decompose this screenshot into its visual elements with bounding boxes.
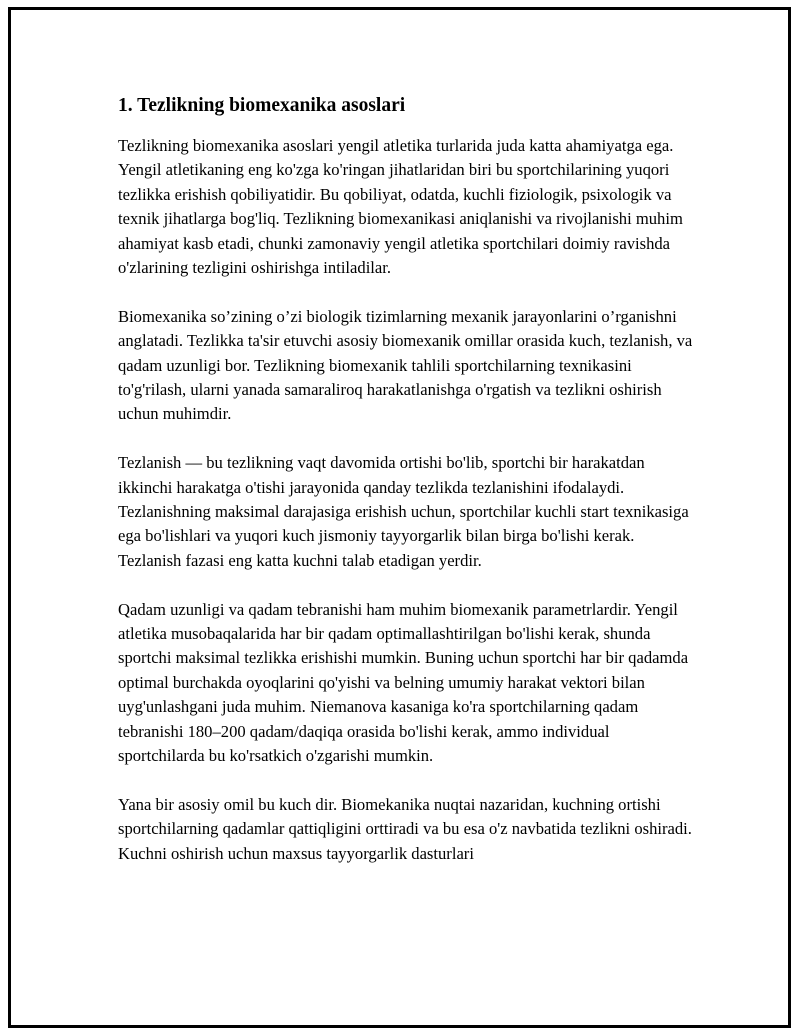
paragraph-4: Qadam uzunligi va qadam tebranishi ham muhim biomexanik parametrlardir. Yengil atletika musobaqalarida har bir qadam optimallashtirilgan bo'lishi kerak, shunda sportchi maksimal tezlikka erishishi mumkin. Buning uchun sportchi har bir qadamda optimal burchakda oyoqlarini qo'yishi va belning umumiy harakat vektori bilan uyg'unlashgani juda muhim. Niemanova kasaniga ko'ra sportchilarning qadam tebranishi 180–200 qadam/daqiqa orasida bo'lishi kerak, ammo individual sportchilarda bu ko'rsatkich o'zgarishi mumkin. bbox=[118, 599, 689, 766]
paragraph-2: Biomexanika so’zining o’zi biologik tizimlarning mexanik jarayonlarini o’rganishni anglatadi. Tezlikka ta'sir etuvchi asosiy biomexanik omillar orasida kuch, tezlanish, va qadam uzunligi bor. Tezlikning biomexanik tahlili sportchilarning texnikasini to'g'rilash, ularni yanada samaraliroq harakatlanishga o'rgatish va tezlikni oshirish uchun muhimdir. bbox=[118, 306, 693, 424]
paragraph-5: Yana bir asosiy omil bu kuch dir. Biomekanika nuqtai nazaridan, kuchning ortishi sportchilarning qadamlar qattiqligini orttiradi va bu esa o'z navbatida tezlikni oshiradi. Kuchni oshirish uchun maxsus tayyorgarlik dasturlari bbox=[118, 794, 692, 863]
paragraph-3: Tezlanish — bu tezlikning vaqt davomida ortishi bo'lib, sportchi bir harakatdan ikkinchi harakatga o'tishi jarayonida qanday tezlikda tezlanishini ifodalaydi. Tezlanishning maksimal darajasiga erishish uchun, sportchilar kuchli start texnikasiga ega bo'lishlari va yuqori kuch jismoniy tayyorgarlik bilan birga bo'lishi kerak. Tezlanish fazasi eng katta kuchni talab etadigan yerdir. bbox=[118, 453, 689, 570]
section-heading: 1. Tezlikning biomexanika asoslari bbox=[118, 95, 406, 116]
paragraph-1: Tezlikning biomexanika asoslari yengil atletika turlarida juda katta ahamiyatga ega. Yengil atletikaning eng ko'zga ko'ringan jihatlaridan biri bu sportchilarining yuqori tezlikka erishish qobiliyatidir. Bu qobiliyat, odatda, kuchli fiziologik, psixologik va texnik jihatlarga bog'liq. Tezlikning biomexanikasi aniqlanishi va rivojlanishi muhim ahamiyat kasb etadi, chunki zamonaviy yengil atletika sportchilari doimiy ravishda o'zlarining tezligini oshirishga intiladilar. bbox=[118, 136, 683, 278]
document-body bbox=[118, 92, 698, 891]
